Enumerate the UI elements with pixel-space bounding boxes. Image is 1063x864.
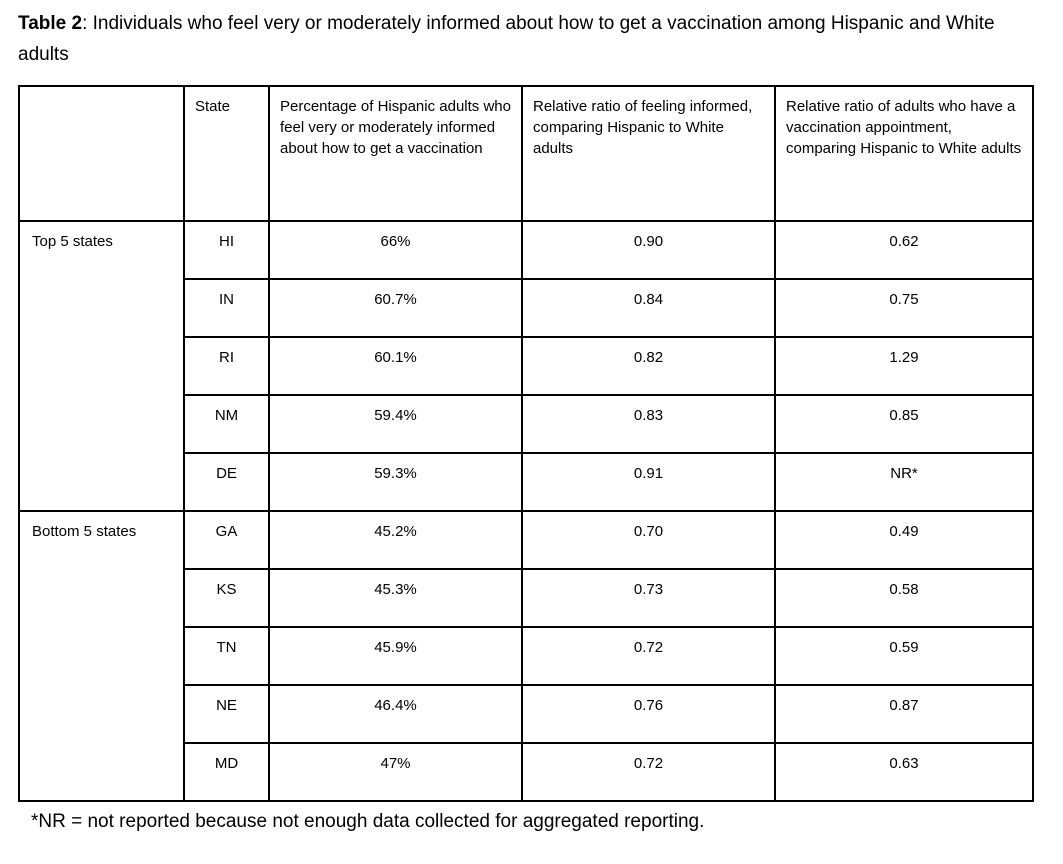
ratio-informed-cell: 0.70 (522, 511, 775, 569)
ratio-appointment-cell: 0.49 (775, 511, 1033, 569)
row-group-label-top5: Top 5 states (19, 221, 184, 511)
ratio-appointment-cell: 0.87 (775, 685, 1033, 743)
column-header-group (19, 86, 184, 221)
state-cell: HI (184, 221, 269, 279)
percentage-cell: 60.7% (269, 279, 522, 337)
table-row (19, 511, 1033, 569)
percentage-cell: 66% (269, 221, 522, 279)
state-cell: NM (184, 395, 269, 453)
informed-vaccination-table (18, 85, 1034, 802)
table-title-text: : Individuals who feel very or moderately informed about how to get a vaccination among Hispanic and White adults (18, 13, 995, 65)
column-header-ratio-appointment: Relative ratio of adults who have a vaccination appointment, comparing Hispanic to White adults (775, 86, 1033, 221)
row-group-label-bottom5: Bottom 5 states (19, 511, 184, 801)
ratio-appointment-cell: 1.29 (775, 337, 1033, 395)
ratio-informed-cell: 0.76 (522, 685, 775, 743)
ratio-informed-cell: 0.72 (522, 627, 775, 685)
table-label: Table 2 (18, 13, 83, 34)
ratio-informed-cell: 0.82 (522, 337, 775, 395)
ratio-appointment-cell: 0.62 (775, 221, 1033, 279)
ratio-informed-cell: 0.72 (522, 743, 775, 801)
percentage-cell: 45.9% (269, 627, 522, 685)
state-cell: RI (184, 337, 269, 395)
ratio-informed-cell: 0.73 (522, 569, 775, 627)
column-header-ratio-informed: Relative ratio of feeling informed, comparing Hispanic to White adults (522, 86, 775, 221)
state-cell: GA (184, 511, 269, 569)
percentage-cell: 47% (269, 743, 522, 801)
header-row (19, 86, 1033, 221)
state-cell: IN (184, 279, 269, 337)
state-cell: NE (184, 685, 269, 743)
ratio-appointment-cell: 0.75 (775, 279, 1033, 337)
percentage-cell: 59.3% (269, 453, 522, 511)
percentage-cell: 60.1% (269, 337, 522, 395)
column-header-state: State (184, 86, 269, 221)
table-row (19, 221, 1033, 279)
ratio-informed-cell: 0.83 (522, 395, 775, 453)
ratio-appointment-cell: NR* (775, 453, 1033, 511)
ratio-appointment-cell: 0.58 (775, 569, 1033, 627)
ratio-appointment-cell: 0.63 (775, 743, 1033, 801)
ratio-informed-cell: 0.91 (522, 453, 775, 511)
state-cell: DE (184, 453, 269, 511)
state-cell: MD (184, 743, 269, 801)
ratio-informed-cell: 0.90 (522, 221, 775, 279)
state-cell: TN (184, 627, 269, 685)
column-header-percentage-informed: Percentage of Hispanic adults who feel very or moderately informed about how to get a vaccination (269, 86, 522, 221)
percentage-cell: 46.4% (269, 685, 522, 743)
ratio-appointment-cell: 0.59 (775, 627, 1033, 685)
page-title (18, 8, 1030, 70)
percentage-cell: 45.3% (269, 569, 522, 627)
percentage-cell: 45.2% (269, 511, 522, 569)
footnote: *NR = not reported because not enough data collected for aggregated reporting. (31, 811, 705, 832)
ratio-informed-cell: 0.84 (522, 279, 775, 337)
state-cell: KS (184, 569, 269, 627)
percentage-cell: 59.4% (269, 395, 522, 453)
ratio-appointment-cell: 0.85 (775, 395, 1033, 453)
